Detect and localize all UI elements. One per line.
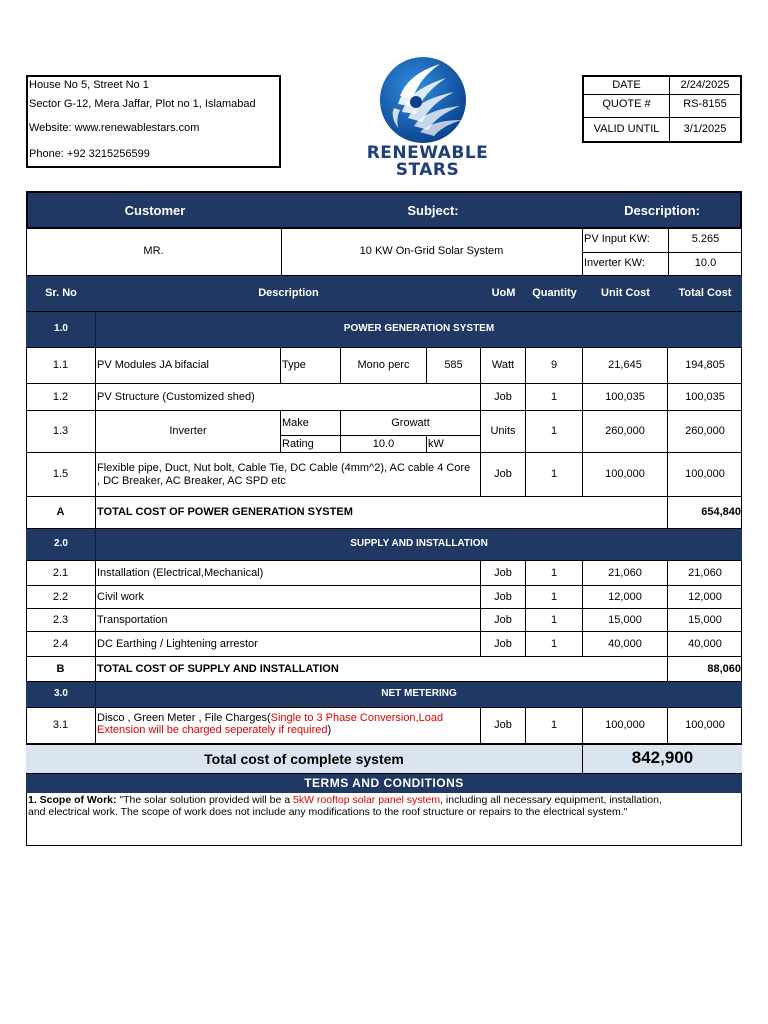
- row-uom: Job: [481, 561, 526, 586]
- row-total-cost: 194,805: [668, 348, 742, 384]
- col-sr-no: Sr. No: [45, 287, 77, 299]
- row-no: 2.4: [26, 632, 96, 657]
- net-metering-note-2: Extension will be charged seperately if required: [97, 724, 328, 737]
- quote-label: QUOTE #: [602, 98, 651, 110]
- row-total-cost: 100,000: [668, 453, 742, 497]
- row-total-cost: 40,000: [668, 632, 742, 657]
- row-description-line-2: , DC Breaker, AC Breaker, AC SPD etc: [97, 474, 286, 487]
- table-row: [26, 586, 742, 609]
- company-logo: [350, 56, 500, 180]
- subtotal-no: A: [26, 497, 96, 529]
- section-3-no: 3.0: [54, 688, 68, 699]
- section-3-title: NET METERING: [381, 688, 457, 699]
- row-uom: Job: [481, 708, 526, 744]
- scope-highlight: 5kW rooftop solar panel system: [293, 794, 441, 806]
- row-uom: Job: [481, 632, 526, 657]
- quote-meta-box: [582, 75, 742, 143]
- customer-name: MR.: [143, 245, 164, 257]
- row-uom: Units: [481, 411, 526, 453]
- inverter-kw-label: Inverter KW:: [584, 257, 645, 269]
- row-total-cost: 260,000: [668, 411, 742, 453]
- terms-title: TERMS AND CONDITIONS: [304, 776, 464, 790]
- row-no: 2.3: [26, 609, 96, 632]
- row-description: PV Modules JA bifacial: [96, 348, 281, 384]
- subject-value: 10 KW On-Grid Solar System: [359, 245, 504, 257]
- table-row: [26, 384, 742, 411]
- row-unit-cost: 260,000: [583, 411, 668, 453]
- make-value: Growatt: [341, 411, 481, 436]
- row-description: Inverter: [96, 411, 281, 453]
- row-no: 2.1: [26, 561, 96, 586]
- row-unit-cost: 21,060: [583, 561, 668, 586]
- subtotal-label: TOTAL COST OF SUPPLY AND INSTALLATION: [96, 657, 668, 682]
- rating-value: 10.0: [341, 436, 427, 453]
- row-total-cost: 100,035: [668, 384, 742, 411]
- row-description: Transportation: [96, 609, 481, 632]
- valid-until-value: 3/1/2025: [683, 123, 727, 135]
- type-value: Mono perc: [341, 348, 427, 384]
- type-label: Type: [281, 348, 341, 384]
- row-unit-cost: 100,035: [583, 384, 668, 411]
- row-uom: Job: [481, 453, 526, 497]
- address-line-2: Sector G-12, Mera Jaffar, Plot no 1, Islamabad: [29, 98, 256, 110]
- col-description: Description: [258, 287, 319, 299]
- row-description: Civil work: [96, 586, 481, 609]
- row-quantity: 1: [526, 586, 583, 609]
- row-uom: Job: [481, 384, 526, 411]
- company-website: Website: www.renewablestars.com: [29, 122, 200, 134]
- col-total-cost: Total Cost: [678, 287, 732, 299]
- watt-value: 585: [427, 348, 481, 384]
- row-description: Installation (Electrical,Mechanical): [96, 561, 481, 586]
- grand-total-label: Total cost of complete system: [204, 751, 404, 767]
- subtotal-row-supply: [26, 657, 742, 682]
- rating-label: Rating: [281, 436, 341, 453]
- table-row: [26, 632, 742, 657]
- section-header-supply: [26, 529, 742, 561]
- section-2-no: 2.0: [54, 538, 68, 549]
- table-row: [26, 561, 742, 586]
- rating-unit: kW: [427, 436, 481, 453]
- row-total-cost: 12,000: [668, 586, 742, 609]
- row-no: 2.2: [26, 586, 96, 609]
- row-quantity: 1: [526, 561, 583, 586]
- scope-text-1: "The solar solution provided will be a: [116, 794, 293, 806]
- table-row: [26, 708, 742, 744]
- row-no: 1.1: [26, 348, 96, 384]
- subtotal-no: B: [26, 657, 96, 682]
- row-unit-cost: 12,000: [583, 586, 668, 609]
- pv-input-value: 5.265: [691, 233, 720, 245]
- row-no: 3.1: [26, 708, 96, 744]
- company-phone: Phone: +92 3215256599: [29, 148, 150, 160]
- row-quantity: 1: [526, 384, 583, 411]
- row-no: 1.2: [26, 384, 96, 411]
- section-header-net-metering: [26, 682, 742, 708]
- table-row: [26, 348, 742, 384]
- date-label: DATE: [612, 79, 641, 91]
- pv-input-label: PV Input KW:: [584, 233, 650, 245]
- row-quantity: 1: [526, 708, 583, 744]
- customer-header: Customer: [124, 203, 186, 218]
- row-unit-cost: 21,645: [583, 348, 668, 384]
- terms-header: [26, 774, 742, 793]
- section-header-power: [26, 311, 742, 348]
- table-row: [26, 609, 742, 632]
- row-quantity: 1: [526, 632, 583, 657]
- row-uom: Watt: [481, 348, 526, 384]
- info-header-band: [26, 191, 742, 229]
- subtotal-value: 88,060: [668, 657, 742, 682]
- row-quantity: 1: [526, 411, 583, 453]
- column-header-row: [26, 276, 742, 311]
- table-row: [26, 411, 742, 453]
- row-quantity: 9: [526, 348, 583, 384]
- row-total-cost: 100,000: [668, 708, 742, 744]
- subtotal-row-power: [26, 497, 742, 529]
- logo-text-renewable: RENEWABLE: [366, 143, 489, 163]
- row-description-line-1: Flexible pipe, Duct, Nut bolt, Cable Tie, DC Cable (4mm^2), AC cable 4 Core: [97, 462, 471, 475]
- inverter-kw-value: 10.0: [694, 257, 717, 269]
- row-description: PV Structure (Customized shed): [96, 384, 481, 411]
- subtotal-label: TOTAL COST OF POWER GENERATION SYSTEM: [96, 497, 668, 529]
- net-metering-note-1: Single to 3 Phase Conversion,Load: [270, 712, 444, 724]
- net-metering-close: ): [327, 724, 332, 737]
- logo-text-stars: STARS: [395, 160, 460, 180]
- section-2-title: SUPPLY AND INSTALLATION: [350, 538, 488, 549]
- row-quantity: 1: [526, 609, 583, 632]
- row-description: DC Earthing / Lightening arrestor: [96, 632, 481, 657]
- row-total-cost: 21,060: [668, 561, 742, 586]
- scope-label: 1. Scope of Work:: [28, 794, 117, 806]
- row-unit-cost: 15,000: [583, 609, 668, 632]
- row-uom: Job: [481, 609, 526, 632]
- row-no: 1.5: [26, 453, 96, 497]
- make-label: Make: [281, 411, 341, 436]
- table-row: [26, 453, 742, 497]
- col-unit-cost: Unit Cost: [601, 287, 650, 299]
- row-description: [96, 708, 481, 744]
- row-unit-cost: 100,000: [583, 708, 668, 744]
- terms-scope: [28, 794, 740, 818]
- row-unit-cost: 100,000: [583, 453, 668, 497]
- row-quantity: 1: [526, 453, 583, 497]
- subject-header: Subject:: [407, 203, 459, 218]
- address-line-1: House No 5, Street No 1: [29, 79, 149, 91]
- company-info-box: [26, 75, 281, 168]
- subtotal-value: 654,840: [668, 497, 742, 529]
- row-unit-cost: 40,000: [583, 632, 668, 657]
- valid-until-label: VALID UNTIL: [593, 123, 660, 135]
- scope-text-2: , including all necessary equipment, installation,: [440, 794, 662, 806]
- section-1-no: 1.0: [54, 323, 68, 334]
- star-globe-icon: [350, 56, 500, 146]
- row-description: [96, 453, 481, 497]
- description-header: Description:: [624, 203, 700, 218]
- scope-line-2: and electrical work. The scope of work does not include any modifications to the roof structure or repairs to the electrical system.": [28, 806, 628, 819]
- col-uom: UoM: [491, 287, 516, 299]
- grand-total-value: 842,900: [631, 748, 694, 767]
- col-quantity: Quantity: [532, 287, 577, 299]
- grand-total-row: [26, 744, 742, 774]
- row-total-cost: 15,000: [668, 609, 742, 632]
- row-no: 1.3: [26, 411, 96, 453]
- date-value: 2/24/2025: [680, 79, 730, 91]
- section-1-title: POWER GENERATION SYSTEM: [343, 323, 495, 334]
- net-metering-desc: Disco , Green Meter , File Charges(: [97, 712, 271, 724]
- quote-value: RS-8155: [683, 98, 727, 110]
- row-uom: Job: [481, 586, 526, 609]
